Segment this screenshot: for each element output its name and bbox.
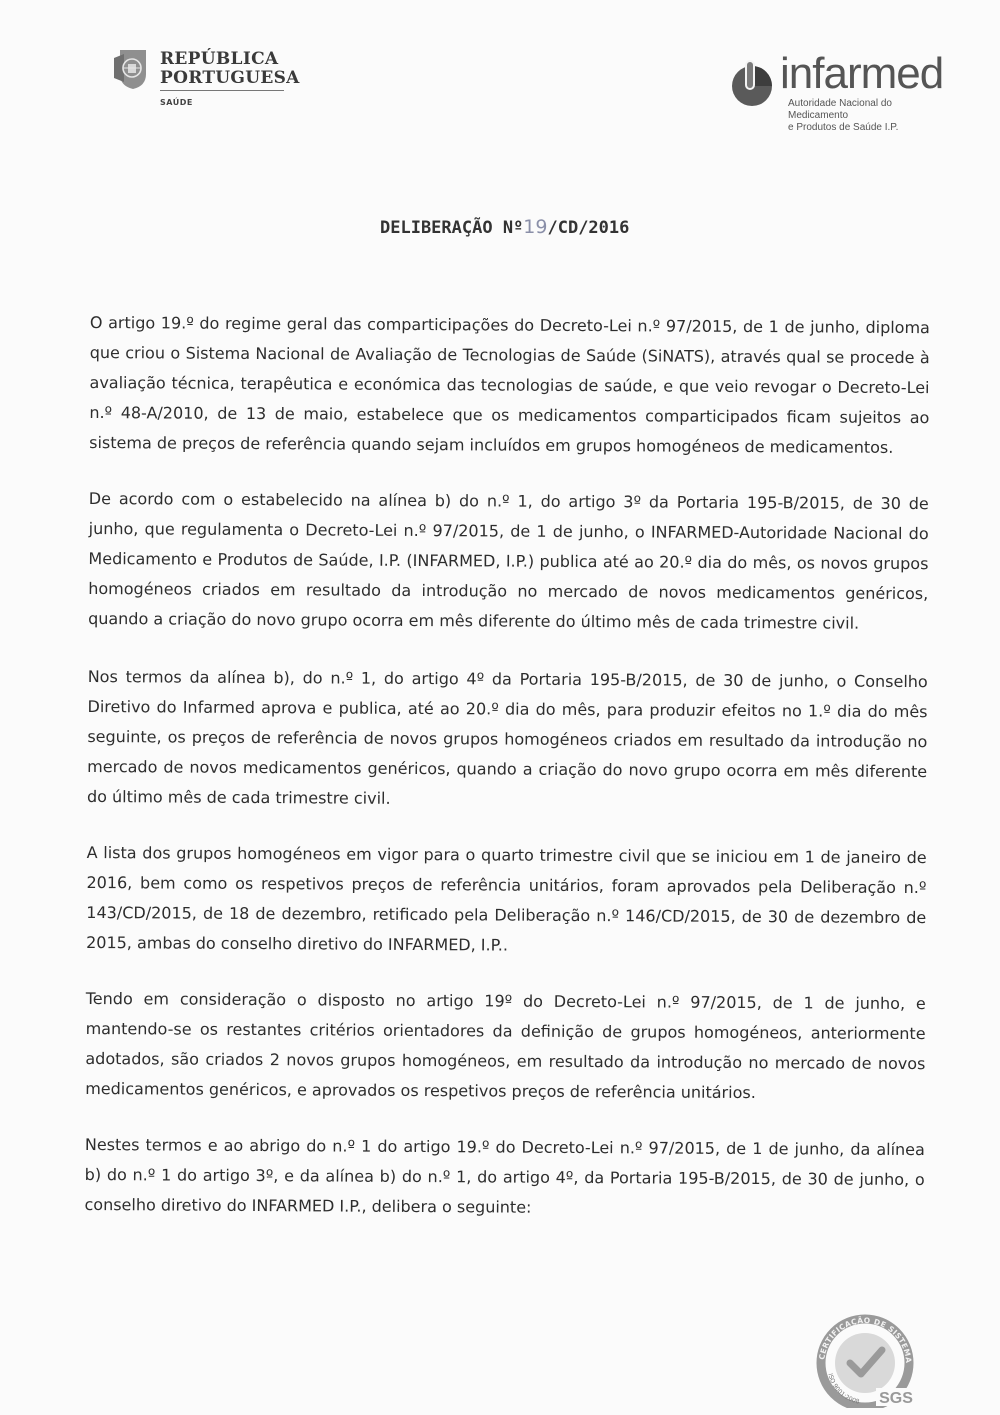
paragraph: Tendo em consideração o disposto no artigo 19º do Decreto-Lei n.º 97/2015, de 1 de junho, e mantendo-se os restantes critérios orientadores da definição de grupos homogéneos, anteriormente adotados, são criados 2 novos grupos homogéneos, em resultado da introdução no mercado de novos medicamentos genéricos, e aprovados os respetivos preços de referência unitários. <box>85 988 926 1103</box>
certification-seal-icon <box>810 1308 920 1408</box>
paragraph: Nos termos da alínea b), do n.º 1, do artigo 4º da Portaria 195-B/2015, de 30 de junho, o Conselho Diretivo do Infarmed aprova e publica, até ao 20.º dia do mês, para produzir efeitos no 1.º dia do mês seguinte, os preços de referência de novos grupos homogéneos criados em resultado da introdução no mercado de novos medicamentos genéricos, quando a criação do novo grupo ocorra em mês diferente do último mês de cada trimestre civil. <box>86 666 928 808</box>
republica-portuguesa-logo <box>112 46 300 116</box>
stamp-standard: ISO 9001:2008 <box>826 1372 860 1406</box>
stamp-brand: SGS <box>879 1390 913 1407</box>
stamp-ring-text: CERTIFICAÇÃO DE SISTEMA <box>817 1315 914 1364</box>
agency-subtitle-line-2: e Produtos de Saúde I.P. <box>788 122 899 133</box>
paragraph: O artigo 19.º do regime geral das comparticipações do Decreto-Lei n.º 97/2015, de 1 de junho, diploma que criou o Sistema Nacional de Avaliação de Tecnologias de Saúde (SiNATS), através qual se procede à avaliação técnica, terapêutica e económica das tecnologias de saúde, e que veio revogar o Decreto-Lei n.º 48-A/2010, de 13 de maio, estabelece que os medicamentos comparticipados ficam sujeitos ao sistema de preços de referência quando sejam incluídos em grupos homogéneos de medicamentos. <box>89 312 930 457</box>
title-suffix: /CD/2016 <box>547 218 630 238</box>
paragraph: A lista dos grupos homogéneos em vigor para o quarto trimestre civil que se iniciou em 1 de janeiro de 2016, bem como os respetivos preços de referência unitários, foram aprovados pela Deliberação n.º 143/CD/2015, de 18 de dezembro, retificado pela Deliberação n.º 146/CD/2015, de 30 de dezembro de 2015, ambas do conselho diretivo do INFARMED, I.P.. <box>86 842 927 955</box>
agency-wordmark: infarmed <box>780 49 944 98</box>
paragraph: Nestes termos e ao abrigo do n.º 1 do artigo 19.º do Decreto-Lei n.º 97/2015, de 1 de junho, da alínea b) do n.º 1 do artigo 3º, e da alínea b) do n.º 1, do artigo 4º, da Portaria 195-B/2015, de 30 de junho, o conselho diretivo do INFARMED I.P., delibera o seguinte: <box>84 1134 925 1217</box>
title-prefix: DELIBERAÇÃO Nº <box>380 218 524 238</box>
logo-divider <box>160 90 284 91</box>
infarmed-logo-icon <box>728 58 774 108</box>
republic-name: REPÚBLICA PORTUGUESA <box>160 49 300 88</box>
agency-subtitle <box>788 98 938 134</box>
department-name: SAÚDE <box>160 98 193 107</box>
document-title <box>380 216 720 238</box>
paragraph: De acordo com o estabelecido na alínea b) do n.º 1, do artigo 3º da Portaria 195-B/2015, de 30 de junho, que regulamenta o Decreto-Lei n.º 97/2015, de 1 de junho, o INFARMED-Autoridade Nacional do Medicamento e Produtos de Saúde, I.P. (INFARMED, I.P.) publica até ao 20.º dia do mês, os novos grupos homogéneos criados em resultado da introdução no mercado de novos medicamentos genéricos, quando a criação do novo grupo ocorra em mês diferente do último mês de cada trimestre civil. <box>88 488 929 633</box>
certification-stamp <box>810 1308 920 1408</box>
document-body <box>84 308 930 1251</box>
handwritten-number: 19 <box>523 216 548 238</box>
infarmed-logo <box>728 48 944 133</box>
coat-of-arms-icon <box>112 48 148 90</box>
agency-subtitle-line-1: Autoridade Nacional do Medicamento <box>788 98 892 121</box>
